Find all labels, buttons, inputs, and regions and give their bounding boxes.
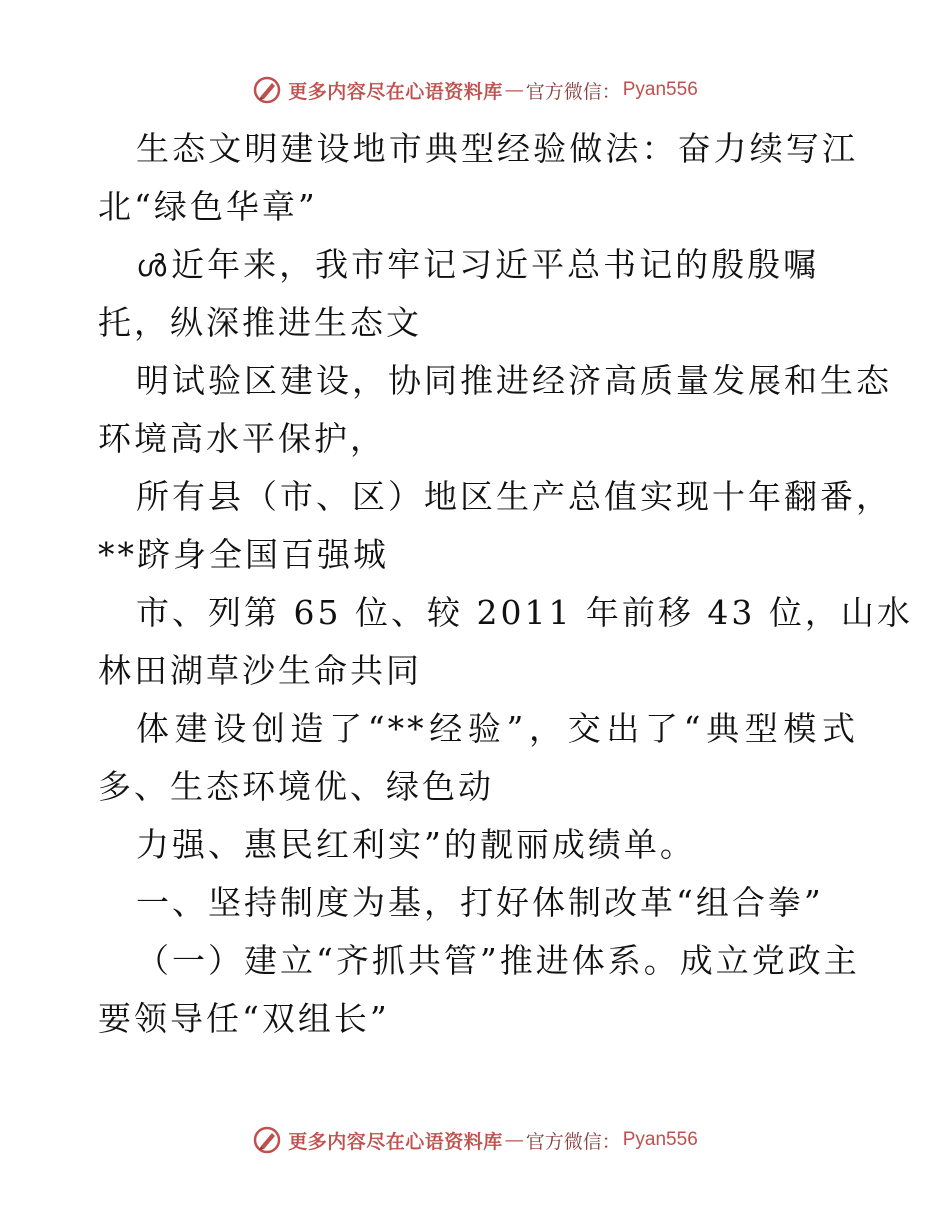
title-line-2: 北“绿色华章” [98, 187, 318, 226]
paragraph-line: 所有县（市、区）地区生产总值实现十年翻番， [136, 477, 892, 516]
watermark-id: Pyan556 [622, 1129, 698, 1150]
paragraph-line: 托，纵深推进生态文 [98, 303, 422, 342]
paragraph-line [98, 236, 858, 294]
paragraph-line: 林田湖草沙生命共同 [98, 651, 422, 690]
pen-logo-icon [252, 1125, 282, 1155]
paragraph-line: **跻身全国百强城 [98, 535, 389, 574]
paragraph-text: 近年来，我市牢记习近平总书记的殷殷嘱 [171, 245, 820, 284]
watermark-text: 更多内容尽在心语资料库 [288, 1130, 503, 1153]
paragraph-line: 多、生态环境优、绿色动 [98, 767, 494, 806]
document-body [98, 120, 913, 1048]
watermark-footer [0, 1120, 950, 1160]
paragraph-line: 力强、惠民红利实”的靓丽成绩单。 [136, 825, 696, 864]
title-line-1: 生态文明建设地市典型经验做法：奋力续写江 [136, 129, 858, 168]
paragraph-line: 市、列第 65 位、较 2011 年前移 43 位，山水 [136, 593, 913, 632]
paragraph-line: 要领导任“双组长” [98, 999, 390, 1038]
bullet-icon: ൾ [136, 249, 170, 284]
paragraph-line: 环境高水平保护， [98, 419, 386, 458]
watermark-label: 官方微信： [525, 80, 621, 103]
paragraph-line: 体建设创造了“**经验”，交出了“典型模式 [136, 709, 858, 748]
watermark-text: 更多内容尽在心语资料库 [288, 80, 503, 103]
subsection-heading: （一）建立“齐抓共管”推进体系。成立党政主 [136, 941, 860, 980]
watermark-header [0, 70, 950, 110]
pen-logo-icon [252, 75, 282, 105]
watermark-dash: — [504, 1129, 524, 1151]
section-heading: 一、坚持制度为基，打好体制改革“组合拳” [136, 883, 824, 922]
paragraph-line: 明试验区建设，协同推进经济高质量发展和生态 [136, 361, 892, 400]
watermark-label: 官方微信： [525, 1130, 621, 1153]
watermark-dash: — [504, 79, 524, 101]
watermark-id: Pyan556 [622, 79, 698, 100]
